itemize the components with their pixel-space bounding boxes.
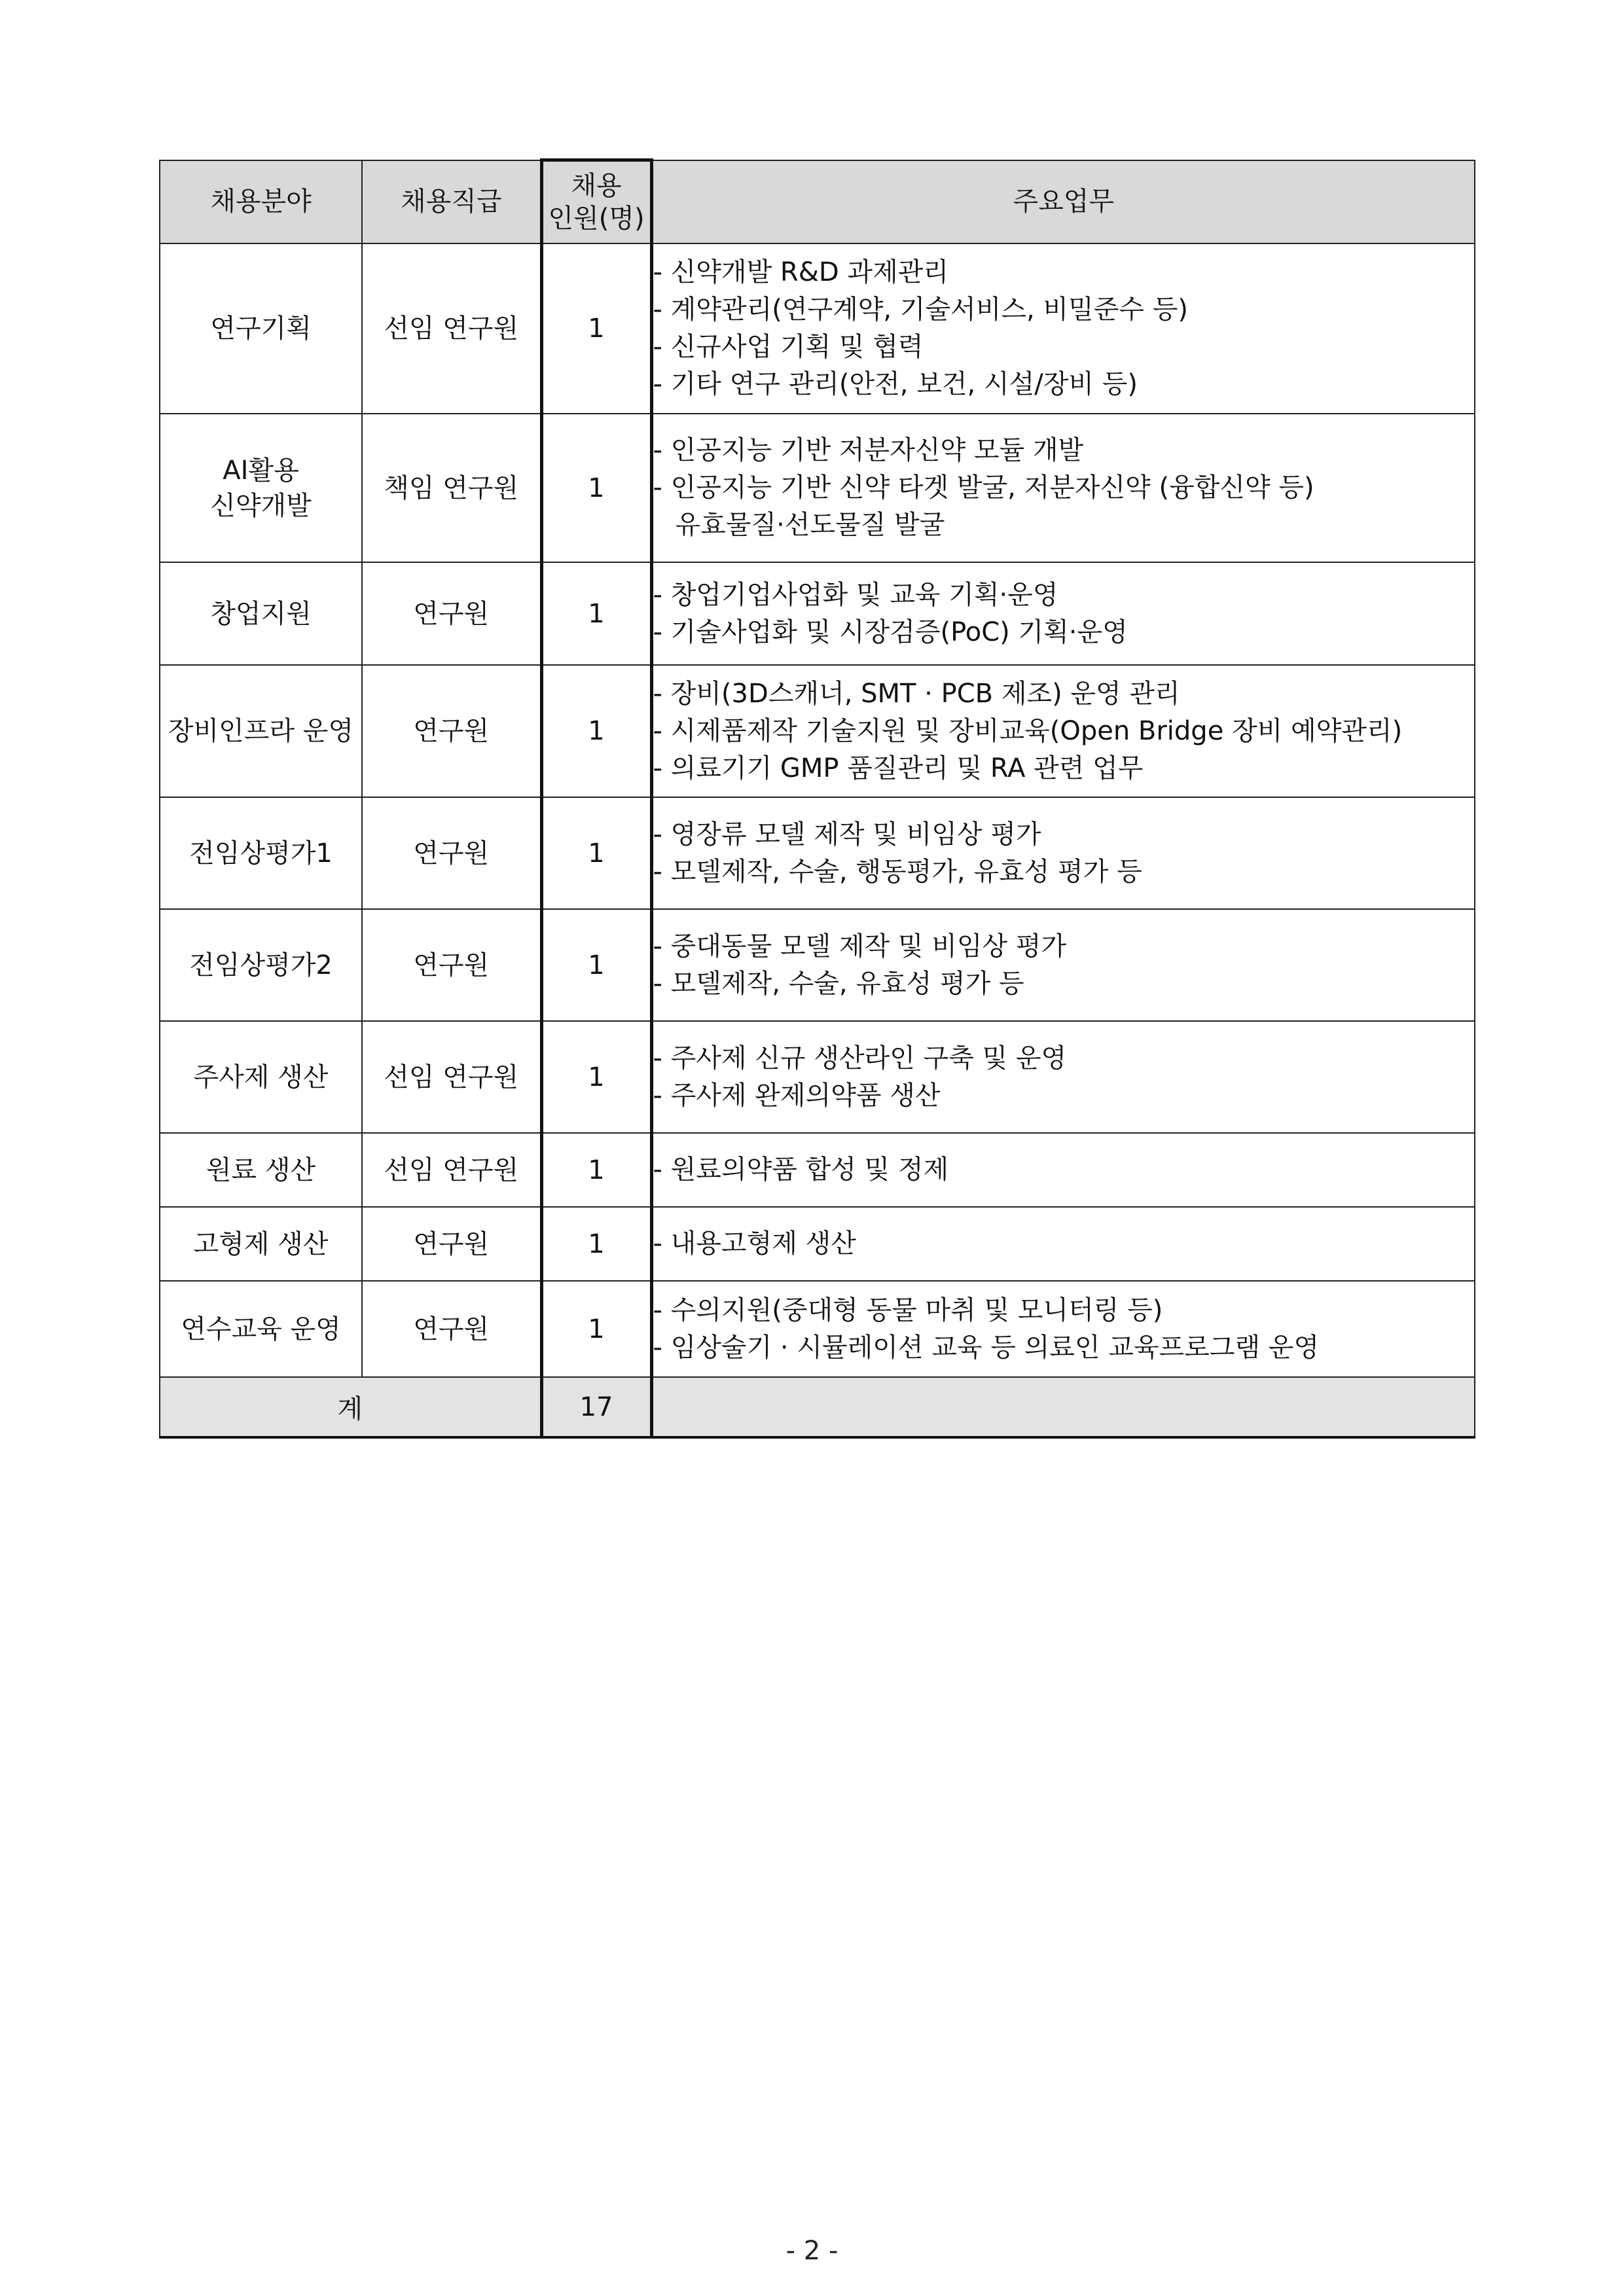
field-line: 전임상평가2 [189, 950, 333, 980]
field-line: 연수교육 운영 [181, 1314, 341, 1344]
cell-duties [651, 243, 1475, 414]
cell-count: 1 [541, 1281, 651, 1377]
table-row [160, 1021, 1475, 1133]
field-line: AI활용 [223, 455, 299, 486]
duty-line: - 의료기기 GMP 품질관리 및 RA 관련 업무 [653, 753, 1144, 783]
duty-line: - 인공지능 기반 신약 타겟 발굴, 저분자신약 (융합신약 등) [653, 473, 1314, 503]
cell-duties [651, 1281, 1475, 1377]
cell-duties [651, 797, 1475, 909]
table-row [160, 243, 1475, 414]
cell-count: 1 [541, 243, 651, 414]
duty-line: 유효물질·선도물질 발굴 [675, 510, 945, 540]
cell-grade: 연구원 [362, 562, 541, 665]
cell-field [160, 1021, 362, 1133]
cell-duties [651, 665, 1475, 797]
header-count-line2: 인원(명) [548, 204, 645, 234]
total-duty-empty [651, 1377, 1475, 1437]
header-count-line1: 채용 [571, 171, 622, 201]
field-line: 고형제 생산 [193, 1229, 329, 1259]
cell-count: 1 [541, 797, 651, 909]
cell-grade: 연구원 [362, 1281, 541, 1377]
total-row [160, 1377, 1475, 1437]
cell-count: 1 [541, 909, 651, 1021]
duty-line: - 시제품제작 기술지원 및 장비교육(Open Bridge 장비 예약관리) [653, 715, 1403, 746]
cell-grade: 책임 연구원 [362, 414, 541, 562]
cell-count: 1 [541, 562, 651, 665]
field-line: 원료 생산 [206, 1155, 316, 1185]
recruitment-table [159, 158, 1475, 1439]
cell-grade: 선임 연구원 [362, 243, 541, 414]
duty-line: - 모델제작, 수술, 유효성 평가 등 [653, 968, 1024, 999]
cell-duties [651, 1021, 1475, 1133]
duty-line: - 장비(3D스캐너, SMT · PCB 제조) 운영 관리 [653, 678, 1180, 709]
cell-count: 1 [541, 1207, 651, 1281]
duty-line: - 중대동물 모델 제작 및 비임상 평가 [653, 931, 1067, 961]
duty-line: - 영장류 모델 제작 및 비임상 평가 [653, 819, 1041, 850]
cell-grade: 연구원 [362, 1207, 541, 1281]
field-line: 연구기획 [210, 314, 312, 344]
cell-field [160, 665, 362, 797]
header-count [541, 160, 651, 244]
cell-grade: 선임 연구원 [362, 1021, 541, 1133]
duty-line: - 신약개발 R&D 과제관리 [653, 257, 948, 287]
table-row [160, 562, 1475, 665]
table-row [160, 909, 1475, 1021]
duty-line: - 원료의약품 합성 및 정제 [653, 1155, 949, 1185]
cell-duties [651, 909, 1475, 1021]
cell-duties [651, 1207, 1475, 1281]
page-number: - 2 - [785, 2236, 839, 2266]
table-row [160, 1281, 1475, 1377]
total-label: 계 [160, 1377, 541, 1437]
total-count: 17 [541, 1377, 651, 1437]
duty-line: - 계약관리(연구계약, 기술서비스, 비밀준수 등) [653, 295, 1188, 325]
table-row [160, 1207, 1475, 1281]
cell-grade: 연구원 [362, 909, 541, 1021]
field-line: 창업지원 [210, 598, 312, 629]
cell-duties [651, 414, 1475, 562]
cell-duties [651, 562, 1475, 665]
duty-line: - 주사제 신규 생산라인 구축 및 운영 [653, 1043, 1067, 1073]
field-line: 신약개발 [210, 490, 312, 521]
field-line: 장비인프라 운영 [168, 716, 354, 746]
table-row [160, 797, 1475, 909]
cell-count: 1 [541, 1021, 651, 1133]
cell-count: 1 [541, 665, 651, 797]
header-duty: 주요업무 [651, 160, 1475, 244]
duty-line: - 모델제작, 수술, 행동평가, 유효성 평가 등 [653, 856, 1142, 887]
table-row [160, 665, 1475, 797]
cell-duties [651, 1133, 1475, 1207]
cell-grade: 선임 연구원 [362, 1133, 541, 1207]
cell-field [160, 1281, 362, 1377]
cell-field [160, 909, 362, 1021]
duty-line: - 기타 연구 관리(안전, 보건, 시설/장비 등) [653, 369, 1138, 399]
duty-line: - 기술사업화 및 시장검증(PoC) 기획·운영 [653, 617, 1128, 647]
duty-line: - 주사제 완제의약품 생산 [653, 1080, 941, 1111]
duty-line: - 신규사업 기획 및 협력 [653, 332, 924, 362]
duty-line: - 임상술기 · 시뮬레이션 교육 등 의료인 교육프로그램 운영 [653, 1332, 1320, 1363]
cell-field [160, 243, 362, 414]
field-line: 전임상평가1 [189, 838, 333, 869]
duty-line: - 인공지능 기반 저분자신약 모듈 개발 [653, 435, 1084, 465]
cell-field [160, 1133, 362, 1207]
cell-field [160, 414, 362, 562]
table-body [160, 243, 1475, 1437]
cell-field [160, 797, 362, 909]
table-header-row [160, 160, 1475, 244]
header-field: 채용분야 [160, 160, 362, 244]
cell-count: 1 [541, 414, 651, 562]
duty-line: - 내용고형제 생산 [653, 1229, 856, 1259]
header-grade: 채용직급 [362, 160, 541, 244]
table-row [160, 1133, 1475, 1207]
cell-grade: 연구원 [362, 665, 541, 797]
duty-line: - 창업기업사업화 및 교육 기획·운영 [653, 579, 1058, 610]
cell-field [160, 1207, 362, 1281]
cell-grade: 연구원 [362, 797, 541, 909]
cell-field [160, 562, 362, 665]
cell-count: 1 [541, 1133, 651, 1207]
duty-line: - 수의지원(중대형 동물 마취 및 모니터링 등) [653, 1295, 1163, 1325]
field-line: 주사제 생산 [193, 1062, 329, 1092]
table-row [160, 414, 1475, 562]
